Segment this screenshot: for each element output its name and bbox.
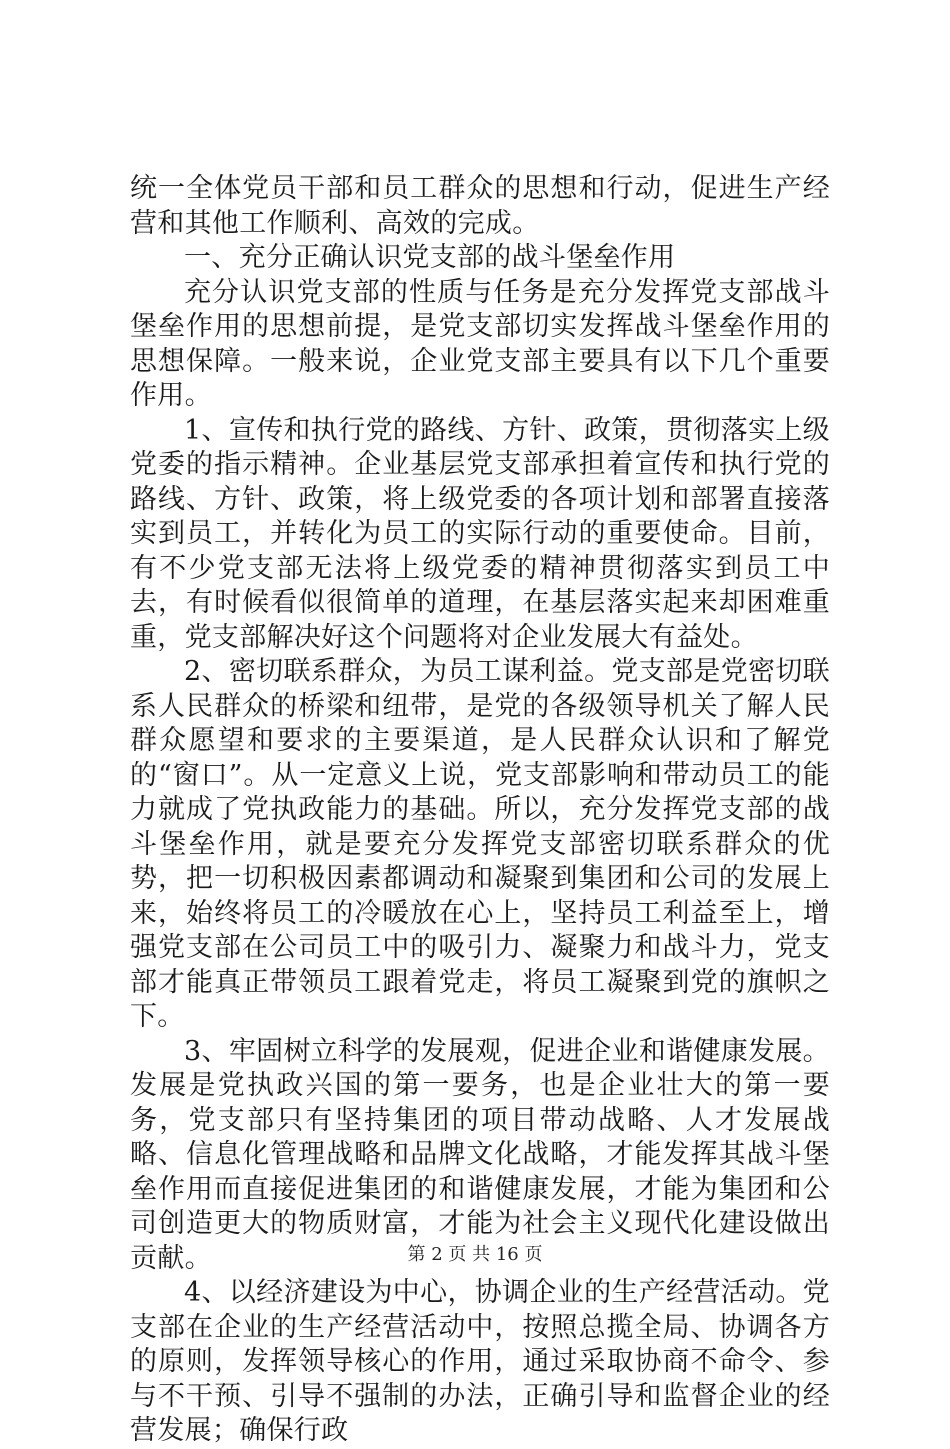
paragraph-item-2: 2、密切联系群众，为员工谋利益。党支部是党密切联系人民群众的桥梁和纽带，是党的各级领导机关了解人民群众愿望和要求的主要渠道，是人民群众认识和了解党的“窗口”。从一定意义上说，党支部影响和带动员工的能力就成了党执政能力的基础。所以，充分发挥党支部的战斗堡垒作用，就是要充分发挥党支部密切联系群众的优势，把一切积极因素都调动和凝聚到集团和公司的发展上来，始终将员工的冷暖放在心上，坚持员工利益至上，增强党支部在公司员工中的吸引力、凝聚力和战斗力，党支部才能真正带领员工跟着党走，将员工凝聚到党的旗帜之下。 (130, 656, 830, 1032)
section-heading: 一、充分正确认识党支部的战斗堡垒作用 (184, 242, 676, 273)
paragraph-continuation: 统一全体党员干部和员工群众的思想和行动，促进生产经营和其他工作顺利、高效的完成。 (130, 173, 830, 239)
page-number-footer: 第 2 页 共 16 页 (407, 1244, 543, 1265)
paragraph-item-1: 1、宣传和执行党的路线、方针、政策，贯彻落实上级党委的指示精神。企业基层党支部承担着宣传和执行党的路线、方针、政策，将上级党委的各项计划和部署直接落实到员工，并转化为员工的实际行动的重要使命。目前，有不少党支部无法将上级党委的精神贯彻落实到员工中去，有时候看似很简单的道理，在基层落实起来却困难重重，党支部解决好这个问题将对企业发展大有益处。 (130, 414, 830, 653)
paragraph-item-4: 4、以经济建设为中心，协调企业的生产经营活动。党支部在企业的生产经营活动中，按照总揽全局、协调各方的原则，发挥领导核心的作用，通过采取协商不命令、参与不干预、引导不强制的办法，正确引导和监督企业的经营发展；确保行政 (130, 1277, 830, 1446)
paragraph-item-3: 3、牢固树立科学的发展观，促进企业和谐健康发展。发展是党执政兴国的第一要务，也是企业壮大的第一要务，党支部只有坚持集团的项目带动战略、人才发展战略、信息化管理战略和品牌文化战略，才能发挥其战斗堡垒作用而直接促进集团的和谐健康发展，才能为集团和公司创造更大的物质财富，才能为社会主义现代化建设做出贡献。 (130, 1035, 830, 1274)
paragraph-intro: 充分认识党支部的性质与任务是充分发挥党支部战斗堡垒作用的思想前提，是党支部切实发挥战斗堡垒作用的思想保障。一般来说，企业党支部主要具有以下几个重要作用。 (130, 276, 830, 411)
